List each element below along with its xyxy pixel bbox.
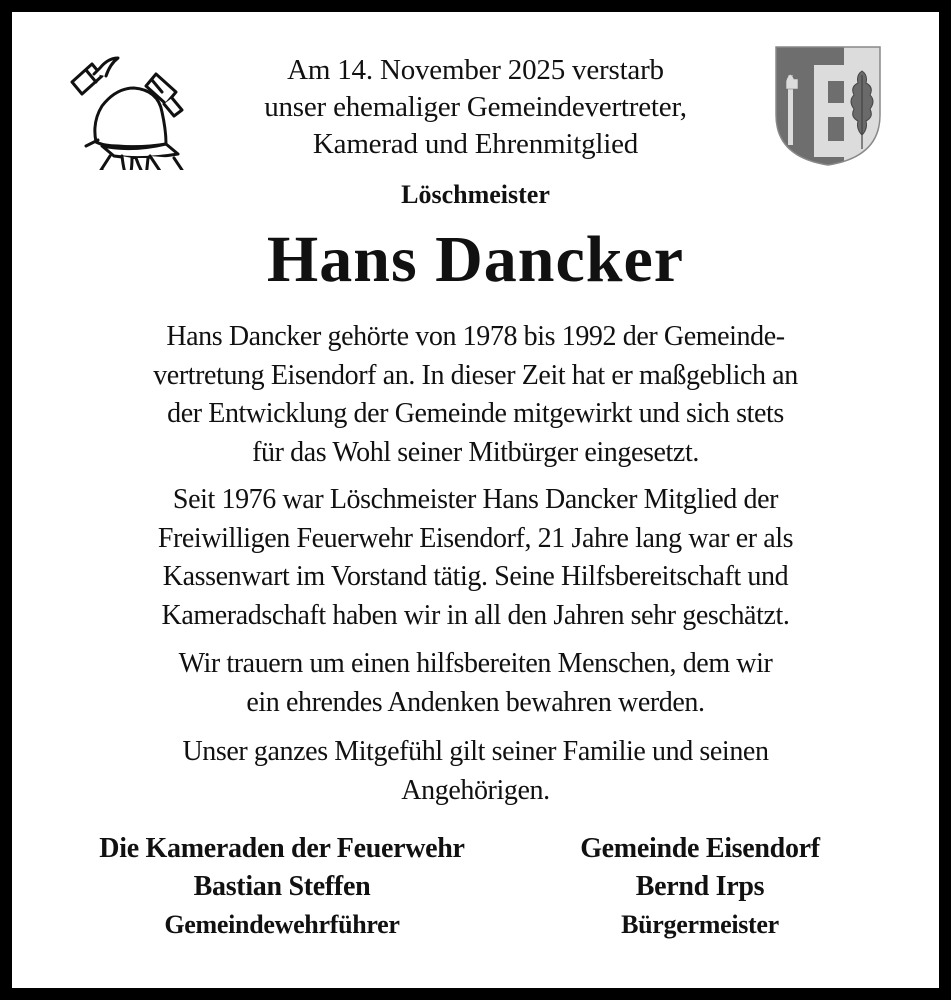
eisendorf-coat-of-arms-icon xyxy=(774,45,882,167)
paragraph-line: Unser ganzes Mitgefühl gilt seiner Familie und seinen xyxy=(182,736,769,767)
signature-organization: Gemeinde Eisendorf xyxy=(580,833,820,864)
signature-person: Bernd Irps xyxy=(635,871,765,902)
signature-municipality xyxy=(540,830,860,944)
paragraph-line: Kameradschaft haben wir in all den Jahren sehr geschätzt. xyxy=(161,599,790,631)
signature-person: Bastian Steffen xyxy=(193,871,371,902)
paragraph-line: Wir trauern um einen hilfsbereiten Menschen, dem wir xyxy=(178,648,773,679)
fire-brigade-helmet-axes-icon xyxy=(62,52,192,170)
rank-title: Löschmeister xyxy=(401,180,550,209)
paragraph-council xyxy=(42,318,909,472)
paragraph-line: Freiwilligen Feuerwehr Eisendorf, 21 Jahre lang war er als xyxy=(157,522,794,554)
paragraph-line: der Entwicklung der Gemeinde mitgewirkt und sich stets xyxy=(167,398,784,429)
obituary-notice xyxy=(12,12,939,988)
deceased-name: Hans Dancker xyxy=(266,223,685,296)
paragraph-mourning xyxy=(42,645,909,722)
paragraph-line: vertretung Eisendorf an. In dieser Zeit hat er maßgeblich an xyxy=(153,359,798,391)
paragraph-line: für das Wohl seiner Mitbürger eingesetzt. xyxy=(252,436,699,468)
paragraph-line: Hans Dancker gehörte von 1978 bis 1992 der Gemeinde- xyxy=(166,321,785,352)
intro-line: unser ehemaliger Gemeindevertreter, xyxy=(264,91,687,123)
signature-organization: Die Kameraden der Feuerwehr xyxy=(99,833,465,864)
paragraph-line: Kassenwart im Vorstand tätig. Seine Hilfsbereitschaft und xyxy=(162,561,789,592)
paragraph-line: Angehörigen. xyxy=(401,774,550,806)
signature-role: Bürgermeister xyxy=(621,910,779,939)
signature-fire-brigade xyxy=(52,830,512,944)
intro-line: Kamerad und Ehrenmitglied xyxy=(312,128,639,160)
paragraph-line: Seit 1976 war Löschmeister Hans Dancker Mitglied der xyxy=(172,484,779,515)
signature-role: Gemeindewehrführer xyxy=(164,910,400,939)
paragraph-line: ein ehrendes Andenken bewahren werden. xyxy=(246,686,705,718)
paragraph-fire-brigade xyxy=(42,481,909,635)
intro-line: Am 14. November 2025 verstarb xyxy=(287,54,664,86)
paragraph-condolences xyxy=(42,733,909,810)
intro-text xyxy=(192,52,759,163)
